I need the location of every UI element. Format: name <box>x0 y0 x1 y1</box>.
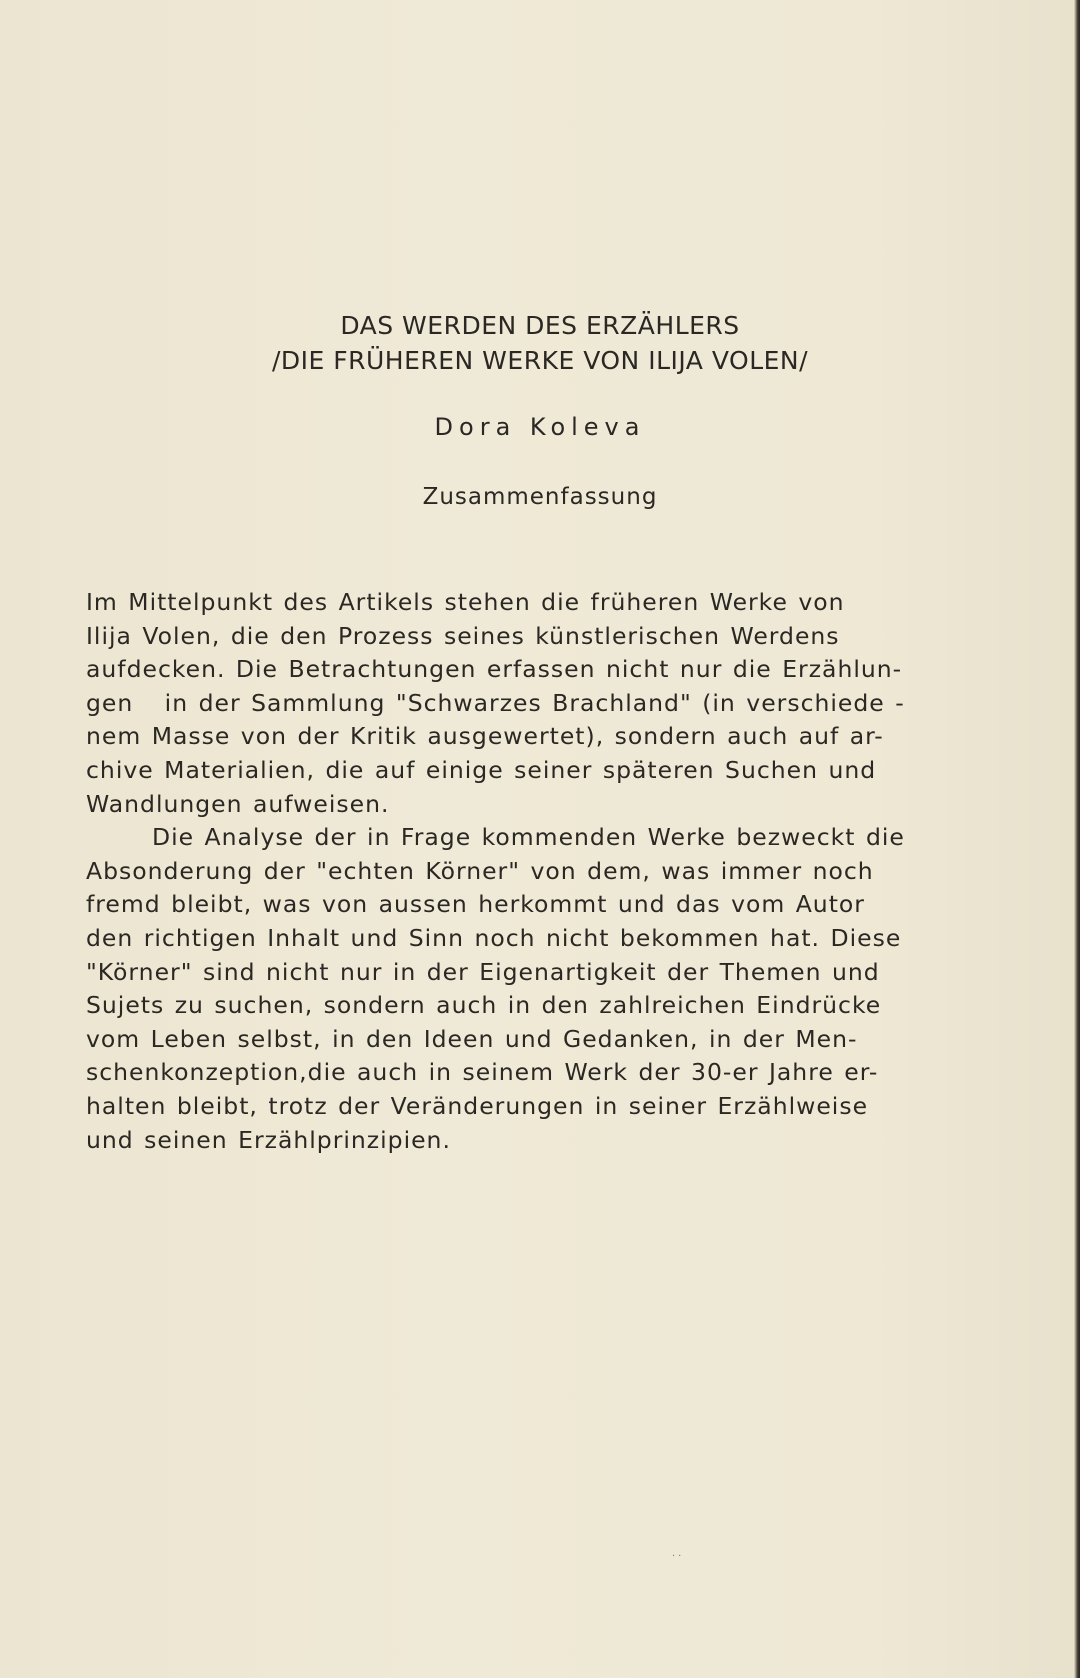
text-line: Im Mittelpunkt des Artikels stehen die früheren Werke von <box>86 588 845 616</box>
author-name: Dora Koleva <box>434 413 646 441</box>
title-block <box>0 308 1080 378</box>
text-line: schenkonzeption,die auch in seinem Werk der 30-er Jahre er- <box>86 1058 879 1087</box>
paragraph-1 <box>86 586 1016 821</box>
text-line: "Körner" sind nicht nur in der Eigenartigkeit der Themen und <box>86 957 880 986</box>
section-heading: Zusammenfassung <box>422 484 658 510</box>
text-line: halten bleibt, trotz der Veränderungen in seiner Erzählweise <box>86 1091 869 1120</box>
text-line: und seinen Erzählprinzipien. <box>86 1125 451 1154</box>
text-line: Absonderung der "echten Körner" von dem, was immer noch <box>86 856 874 885</box>
text-line: Wandlungen aufweisen. <box>86 789 390 818</box>
page-marks: .. <box>672 1548 685 1559</box>
book-spine-edge <box>1074 0 1080 1678</box>
text-line: gen in der Sammlung "Schwarzes Brachland" (in verschiede - <box>86 688 905 717</box>
text-line: Sujets zu suchen, sondern auch in den zahlreichen Eindrücke <box>86 991 882 1020</box>
text-line: den richtigen Inhalt und Sinn noch nicht bekommen hat. Diese <box>86 923 902 952</box>
text-line: Ilija Volen, die den Prozess seines künstlerischen Werdens <box>86 621 840 650</box>
text-line: Die Analyse der in Frage kommenden Werke bezweckt die <box>152 823 905 852</box>
title-line-2: /DIE FRÜHEREN WERKE VON ILIJA VOLEN/ <box>271 346 809 375</box>
text-line: vom Leben selbst, in den Ideen und Gedanken, in der Men- <box>86 1024 858 1053</box>
paragraph-2 <box>86 821 1016 1157</box>
title-line-1: DAS WERDEN DES ERZÄHLERS <box>340 311 740 340</box>
text-line: aufdecken. Die Betrachtungen erfassen nicht nur die Erzählun- <box>86 655 903 684</box>
text-line: nem Masse von der Kritik ausgewertet), sondern auch auf ar- <box>86 722 884 751</box>
text-line: fremd bleibt, was von aussen herkommt und das vom Autor <box>86 890 865 919</box>
abstract-body <box>86 586 1016 1157</box>
text-line: chive Materialien, die auf einige seiner späteren Suchen und <box>86 755 877 784</box>
